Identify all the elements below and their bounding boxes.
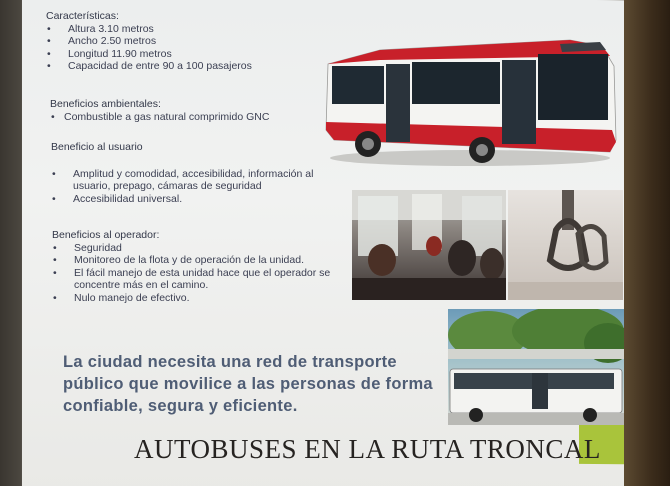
section-heading: Beneficios ambientales: — [50, 98, 161, 110]
red-bus-image — [320, 30, 620, 170]
list-item: • Combustible a gas natural comprimido GNC — [50, 111, 269, 124]
tagline-text: La ciudad necesita una red de transporte público que movilice a las personas de forma confiable, segura y eficiente. — [63, 353, 433, 415]
operator-benefit-block — [52, 229, 342, 304]
list-item: • Monitoreo de la flota y de operación de la unidad. — [52, 254, 342, 267]
list-item: • Capacidad de entre 90 a 100 pasajeros — [46, 60, 252, 73]
list-item: • Ancho 2.50 metros — [46, 35, 252, 48]
bus-handles-photo — [508, 190, 623, 300]
characteristics-block — [46, 10, 252, 73]
environment-block — [50, 98, 269, 123]
list-item: • Longitud 11.90 metros — [46, 48, 252, 61]
white-bus-photo — [448, 309, 624, 425]
slide-title: AUTOBUSES EN LA RUTA TRONCAL — [134, 434, 601, 464]
room-wall — [624, 0, 670, 486]
list-item: • Accesibilidad universal. — [51, 193, 345, 206]
section-heading: Características: — [46, 10, 119, 22]
list-item: • El fácil manejo de esta unidad hace que el operador se concentre más en el camino. — [52, 267, 342, 292]
bus-interior-photo — [352, 190, 506, 300]
list-item: • Seguridad — [52, 242, 342, 255]
user-benefit-block — [51, 141, 345, 205]
list-item: • Nulo manejo de efectivo. — [52, 292, 342, 305]
section-heading: Beneficios al operador: — [52, 229, 160, 241]
list-item: • Altura 3.10 metros — [46, 23, 252, 36]
list-item: • Amplitud y comodidad, accesibilidad, información al usuario, prepago, cámaras de seguridad — [51, 168, 345, 193]
section-heading: Beneficio al usuario — [51, 141, 143, 153]
